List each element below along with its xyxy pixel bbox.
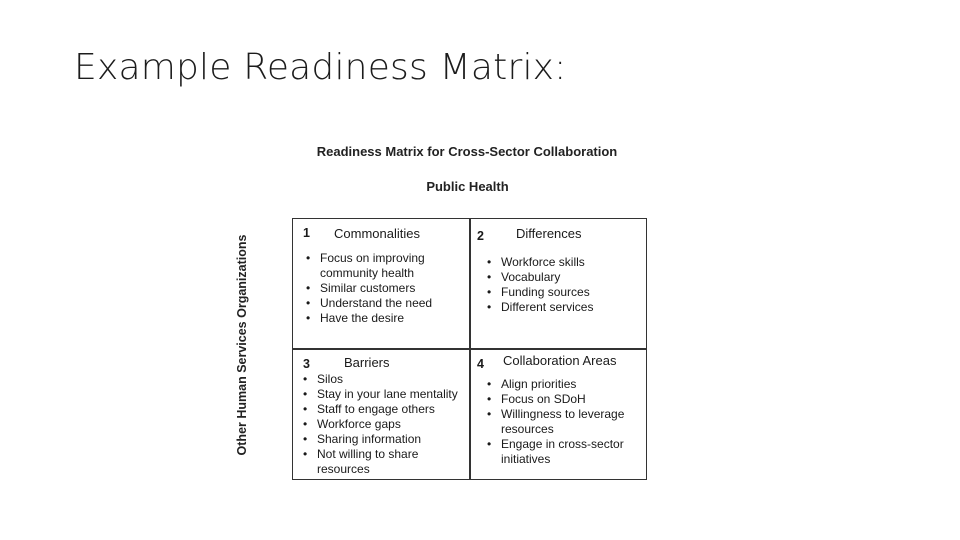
list-item: • Stay in your lane mentality	[300, 387, 470, 402]
quadrant-differences	[471, 219, 647, 348]
list-item: • Vocabulary	[484, 270, 644, 285]
list-item: • Focus on SDoH	[484, 392, 644, 407]
list-item: • Funding sources	[484, 285, 644, 300]
quadrant-heading: Commonalities	[334, 226, 420, 241]
quadrant-number: 3	[303, 357, 310, 371]
matrix-grid	[292, 218, 647, 480]
quadrant-heading: Barriers	[344, 355, 390, 370]
list-item: • Workforce gaps	[300, 417, 470, 432]
side-axis-text: Other Human Services Organizations	[235, 234, 249, 456]
quadrant-collaboration-areas	[471, 350, 647, 480]
list-item: • Silos	[300, 372, 470, 387]
list-item: • Engage in cross-sector initiatives	[484, 437, 644, 467]
list-item: • Workforce skills	[484, 255, 644, 270]
list-item: • Not willing to share resources	[300, 447, 470, 477]
quadrant-list	[484, 377, 644, 467]
quadrant-commonalities	[293, 219, 469, 348]
slide-title: Example Readiness Matrix:	[74, 47, 567, 88]
matrix-side-axis-label	[234, 220, 250, 470]
quadrant-list	[303, 251, 468, 326]
quadrant-number: 2	[477, 229, 484, 243]
list-item: • Understand the need	[303, 296, 468, 311]
quadrant-number: 4	[477, 357, 484, 371]
list-item: • Sharing information	[300, 432, 470, 447]
quadrant-barriers	[293, 350, 469, 480]
quadrant-heading: Collaboration Areas	[503, 353, 617, 368]
list-item: • Have the desire	[303, 311, 468, 326]
list-item: • Staff to engage others	[300, 402, 470, 417]
quadrant-number: 1	[303, 226, 310, 240]
list-item: • Align priorities	[484, 377, 644, 392]
quadrant-list	[300, 372, 470, 477]
list-item: • Similar customers	[303, 281, 468, 296]
quadrant-heading: Differences	[516, 226, 582, 241]
matrix-title: Readiness Matrix for Cross-Sector Collaboration	[316, 144, 618, 159]
list-item: • Willingness to leverage resources	[484, 407, 644, 437]
quadrant-list	[484, 255, 644, 315]
matrix-top-axis-label: Public Health	[426, 179, 509, 194]
list-item: • Focus on improving community health	[303, 251, 468, 281]
list-item: • Different services	[484, 300, 644, 315]
readiness-matrix-figure	[230, 138, 660, 488]
